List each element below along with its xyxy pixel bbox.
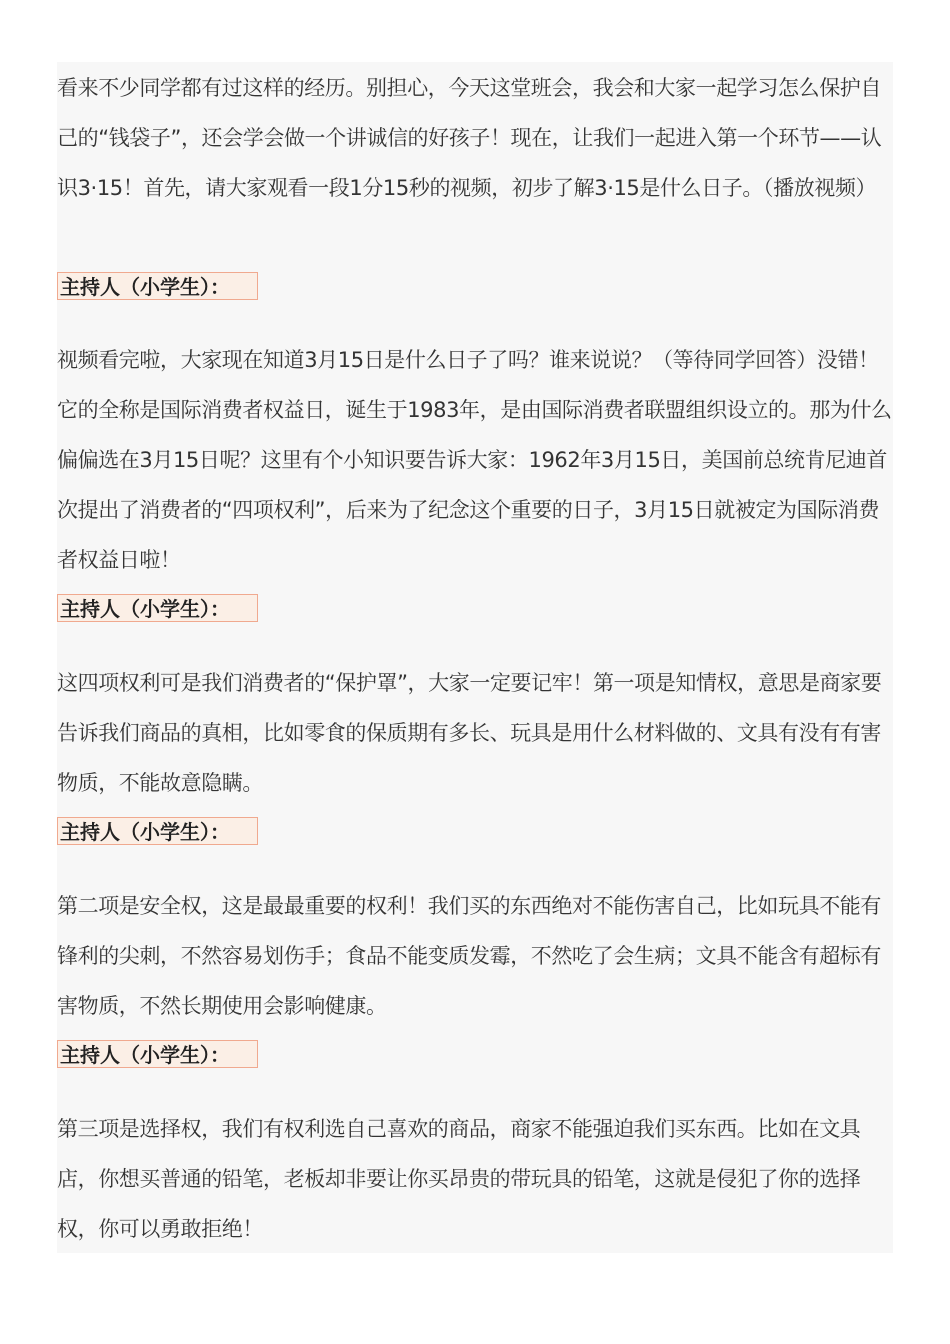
speaker-label: 主持人（小学生）： [57,272,258,300]
paragraph-right-to-choose: 第三项是选择权，我们有权利选自己喜欢的商品，商家不能强迫我们买东西。比如在文具店，你想买普通的铅笔，老板却非要让你买昂贵的带玩具的铅笔，这就是侵犯了你的选择权，你可以勇敢拒绝！ [57,1117,861,1241]
speaker-label: 主持人（小学生）： [57,594,258,622]
paragraph-315-origin: 视频看完啦，大家现在知道3月15日是什么日子了吗？谁来说说？（等待同学回答）没错！它的全称是国际消费者权益日，诞生于1983年，是由国际消费者联盟组织设立的。那为什么偏偏选在3月15日呢？这里有个小知识要告诉大家：1962年3月15日，美国前总统肯尼迪首次提出了消费者的“四项权利”，后来为了纪念这个重要的日子，3月15日就被定为国际消费者权益日啦！ [57,348,892,572]
paragraph-right-to-safety: 第二项是安全权，这是最最重要的权利！我们买的东西绝对不能伤害自己，比如玩具不能有锋利的尖刺，不然容易划伤手；食品不能变质发霉，不然吃了会生病；文具不能含有超标有害物质，不然长期使用会影响健康。 [57,894,881,1018]
speaker-label: 主持人（小学生）： [57,817,258,845]
paragraph-right-to-know: 这四项权利可是我们消费者的“保护罩”，大家一定要记牢！第一项是知情权，意思是商家要告诉我们商品的真相，比如零食的保质期有多长、玩具是用什么材料做的、文具有没有有害物质，不能故意隐瞒。 [57,671,882,795]
paragraph-intro: 看来不少同学都有过这样的经历。别担心，今天这堂班会，我会和大家一起学习怎么保护自己的“钱袋子”，还会学会做一个讲诚信的好孩子！现在，让我们一起进入第一个环节——认识3·15！首先，请大家观看一段1分15秒的视频，初步了解3·15是什么日子。（播放视频） [57,76,882,200]
speaker-label: 主持人（小学生）： [57,1040,258,1068]
